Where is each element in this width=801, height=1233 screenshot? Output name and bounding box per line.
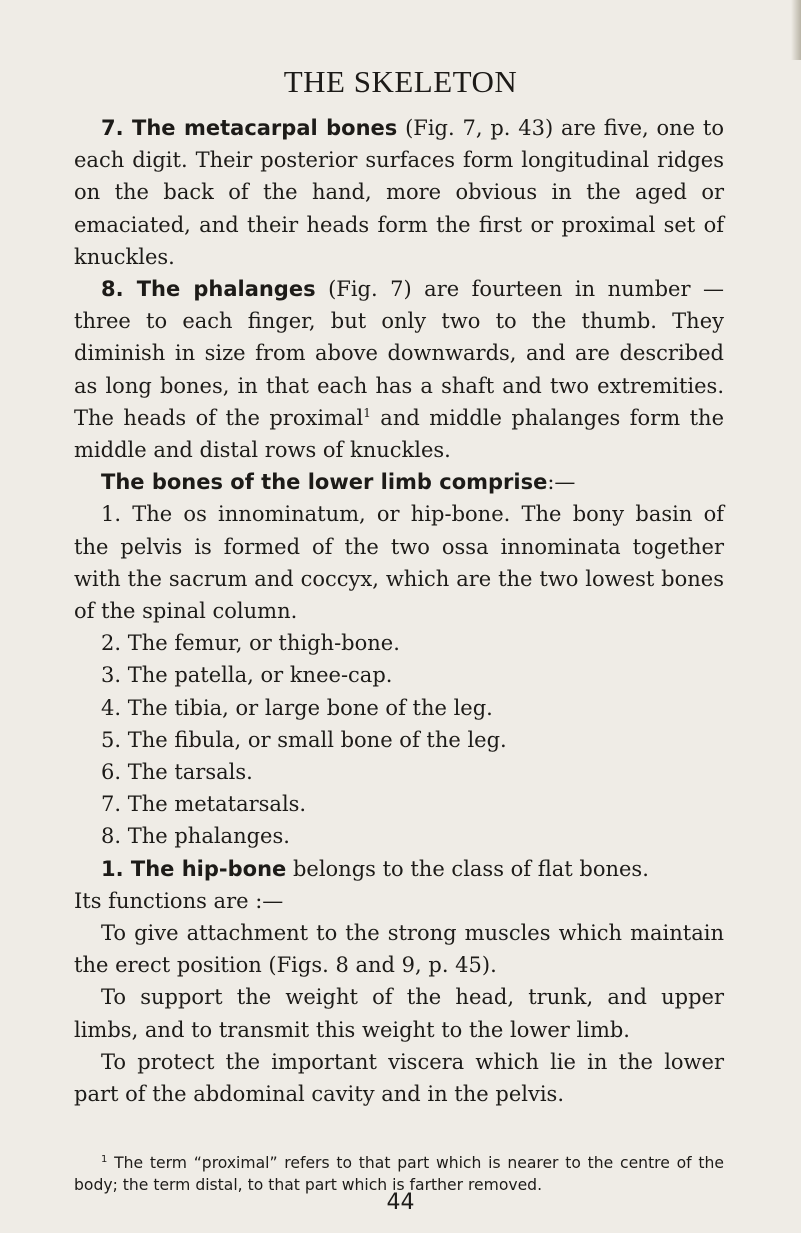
list-item: 2. The femur, or thigh-bone. — [101, 631, 400, 656]
function-item: To support the weight of the head, trunk, and upper limbs, and to transmit this weight to the lower limb. — [74, 985, 724, 1042]
function-item: To protect the important viscera which lie in the lower part of the abdominal cavity and in the pelvis. — [74, 1049, 724, 1107]
page-number: 44 — [386, 1190, 415, 1215]
heading-lower-limb: The bones of the lower limb comprise — [101, 470, 548, 495]
running-header: THE SKELETON — [283, 64, 518, 99]
body-text — [74, 112, 724, 1110]
footnote-ref: 1 — [363, 405, 371, 420]
list-item: 6. The tarsals. — [101, 760, 253, 785]
footnote-text: The term “proximal” refers to that part which is nearer to the centre of the body; the term distal, to that part which is farther removed. — [74, 1154, 724, 1194]
list-item: 7. The metatarsals. — [101, 792, 307, 817]
heading-phalanges: 8. The phalanges — [101, 277, 316, 302]
list-item: 3. The patella, or knee-cap. — [101, 663, 393, 688]
footnote-marker: 1 — [101, 1153, 108, 1165]
heading-metacarpal: 7. The metacarpal bones — [101, 116, 398, 140]
paragraph-hip-bone: 1. The hip-bone belongs to the class of flat bones. — [101, 856, 649, 881]
page-edge-shadow — [791, 0, 801, 60]
list-item: 8. The phalanges. — [101, 824, 290, 849]
paragraph-functions: Its functions are :— — [74, 888, 284, 913]
function-item: To give attachment to the strong muscles which maintain the erect position (Figs. 8 and 9, p. 45). — [74, 921, 724, 978]
heading-hip-bone: 1. The hip-bone — [101, 856, 287, 881]
list-item: 1. The os innominatum, or hip-bone. The bony basin of the pelvis is formed of the two ossa innominata together with the sacrum and coccyx, which are the two lowest bones of the spinal column. — [74, 502, 724, 624]
paragraph-phalanges: 8. The phalanges (Fig. 7) are fourteen in number —three to each finger, but only two to the thumb. They diminish in size from above downwards, and are described as long bones, in that each has a shaft and two extremities. The heads of the proximal$^1$ and middle phalanges form the middle and distal rows of knuckles. — [74, 277, 724, 463]
list-item: 5. The fibula, or small bone of the leg. — [101, 727, 507, 752]
paragraph-metacarpal: 7. The metacarpal bones (Fig. 7, p. 43) are five, one to each digit. Their posterior surfaces form longitudinal ridges on the back of the hand, more obvious in the aged or emaciated, and their heads form the first or proximal set of knuckles. — [74, 116, 724, 269]
list-item: 4. The tibia, or large bone of the leg. — [101, 695, 493, 720]
paragraph-lower-limb: The bones of the lower limb comprise:— — [101, 470, 576, 495]
